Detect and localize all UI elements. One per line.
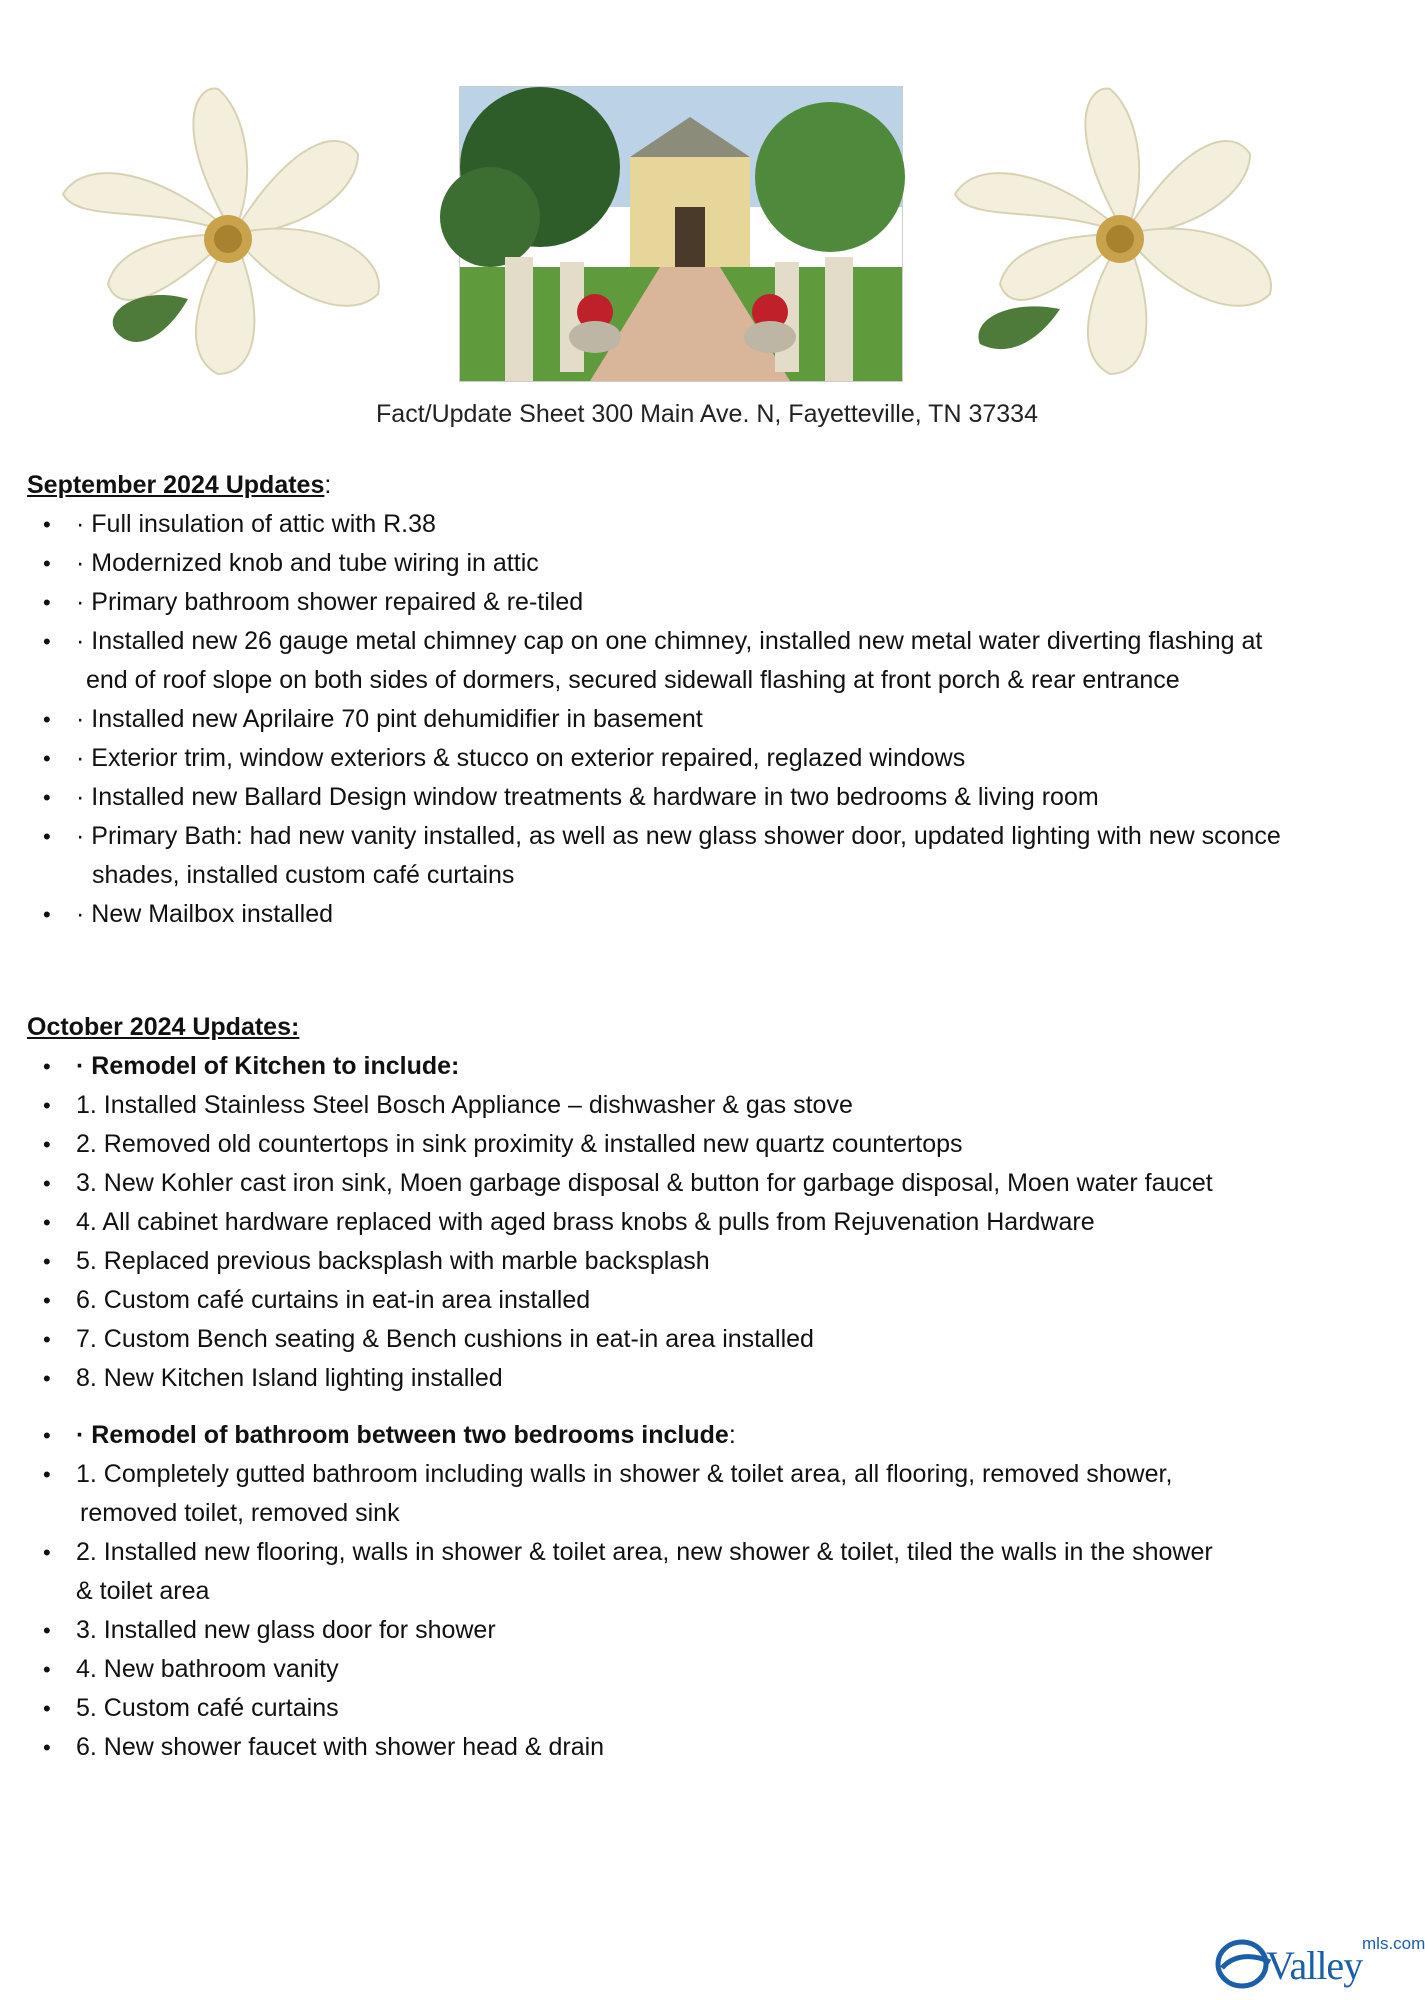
- list-item: • 6. New shower faucet with shower head & drain: [27, 1728, 1367, 1767]
- list-item: • 4. All cabinet hardware replaced with aged brass knobs & pulls from Rejuvenation Hardware: [27, 1203, 1367, 1242]
- list-item: • 5. Custom café curtains: [27, 1689, 1367, 1728]
- house-photo: [459, 86, 903, 382]
- list-item: • 2. Installed new flooring, walls in shower & toilet area, new shower & toilet, tiled the walls in the shower & toilet area: [27, 1533, 1367, 1611]
- list-item: • · Remodel of bathroom between two bedrooms include:: [27, 1416, 1367, 1455]
- list-item: • · Modernized knob and tube wiring in attic: [27, 544, 1367, 583]
- logo-name: Valley: [1266, 1943, 1363, 1988]
- list-item: • · Full insulation of attic with R.38: [27, 505, 1367, 544]
- october-heading: October 2024 Updates:: [27, 1013, 300, 1041]
- list-item: • 3. New Kohler cast iron sink, Moen garbage disposal & button for garbage disposal, Moen water faucet: [27, 1164, 1367, 1203]
- september-list: [27, 505, 1367, 934]
- list-item: • 7. Custom Bench seating & Bench cushions in eat-in area installed: [27, 1320, 1367, 1359]
- list-item: • · Primary bathroom shower repaired & re-tiled: [27, 583, 1367, 622]
- header-images: [0, 84, 1414, 384]
- list-item: • · Installed new Aprilaire 70 pint dehumidifier in basement: [27, 700, 1367, 739]
- list-item: • 5. Replaced previous backsplash with marble backsplash: [27, 1242, 1367, 1281]
- list-item: • · Remodel of Kitchen to include:: [27, 1047, 1367, 1086]
- page-title: Fact/Update Sheet 300 Main Ave. N, Fayetteville, TN 37334: [376, 400, 1038, 428]
- list-item: • 1. Completely gutted bathroom including walls in shower & toilet area, all flooring, removed shower, removed toilet, removed sink: [27, 1455, 1367, 1533]
- september-heading-colon: :: [324, 471, 332, 499]
- list-item: • · New Mailbox installed: [27, 895, 1367, 934]
- list-item: • · Exterior trim, window exteriors & stucco on exterior repaired, reglazed windows: [27, 739, 1367, 778]
- logo-suffix: mls.com: [1362, 1934, 1425, 1953]
- list-item: • 2. Removed old countertops in sink proximity & installed new quartz countertops: [27, 1125, 1367, 1164]
- valley-mls-logo: [1214, 1932, 1425, 1992]
- list-item: • · Installed new Ballard Design window treatments & hardware in two bedrooms & living room: [27, 778, 1367, 817]
- kitchen-list: [27, 1047, 1367, 1398]
- list-item: • 3. Installed new glass door for shower: [27, 1611, 1367, 1650]
- list-item: • · Installed new 26 gauge metal chimney cap on one chimney, installed new metal water diverting flashing at end of roof slope on both sides of dormers, secured sidewall flashing at front porch & rear entrance: [27, 622, 1367, 700]
- list-item: • 4. New bathroom vanity: [27, 1650, 1367, 1689]
- list-item: • 1. Installed Stainless Steel Bosch Appliance – dishwasher & gas stove: [27, 1086, 1367, 1125]
- list-item: • 6. Custom café curtains in eat-in area installed: [27, 1281, 1367, 1320]
- logo-swoosh-icon: [1214, 1936, 1274, 1996]
- magnolia-flower-left: [58, 84, 408, 384]
- list-item: • 8. New Kitchen Island lighting installed: [27, 1359, 1367, 1398]
- september-section: [27, 466, 1367, 934]
- september-heading: September 2024 Updates: [27, 471, 325, 499]
- magnolia-flower-right: [950, 84, 1300, 384]
- list-item: • · Primary Bath: had new vanity installed, as well as new glass shower door, updated lighting with new sconce shades, installed custom café curtains: [27, 817, 1367, 895]
- october-section: [27, 1008, 1367, 1767]
- bathroom-list: [27, 1416, 1367, 1767]
